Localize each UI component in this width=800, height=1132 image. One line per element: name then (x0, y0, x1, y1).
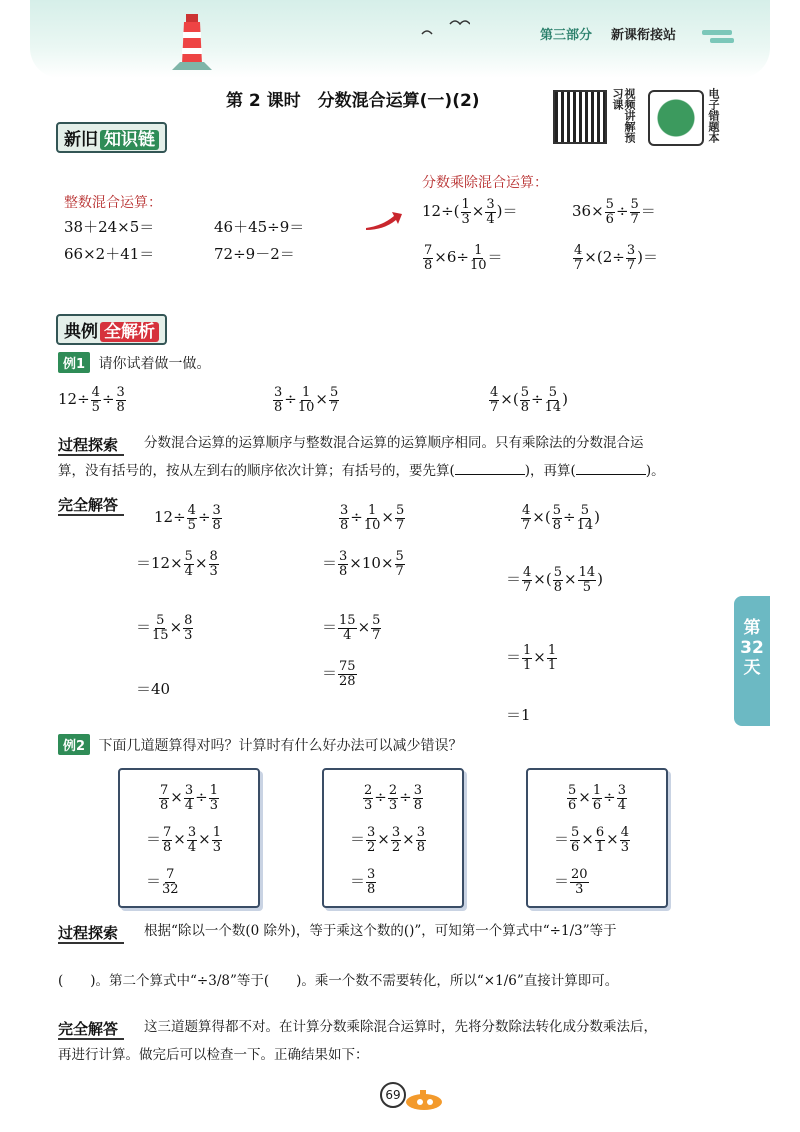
solution-step: ＝ $\frac{4}{7}$ ×( $\frac{5}{8}$ × $\frac{14}{5}$ ) (506, 565, 603, 595)
solution-step: ＝12× $\frac{5}{4}$ × $\frac{8}{3}$ (136, 549, 218, 579)
process-label: 过程探索 (58, 434, 124, 455)
example-2-tag: 例2 (58, 734, 90, 755)
solution-result: ＝ $\frac{75}{28}$ (322, 659, 356, 689)
arrow-right-icon (364, 208, 404, 234)
error-book-qr-code[interactable] (648, 90, 704, 146)
example-1-problem: $\frac{3}{8}$ ÷ $\frac{1}{10}$ × $\frac{5}{7}$ (274, 385, 339, 415)
solution-step: ＝ $\frac{1}{1}$ × $\frac{1}{1}$ (506, 643, 557, 673)
review-banner-highlight: 知识链 (100, 130, 159, 150)
integer-ops-heading: 整数混合运算： (64, 195, 162, 211)
fraction-ops-heading: 分数乘除混合运算： (422, 175, 548, 191)
solution-step: ＝ $\frac{15}{4}$ × $\frac{5}{7}$ (322, 613, 381, 643)
solution-result: ＝1 (506, 706, 531, 724)
answer-2-text: 这三道题算得都不对。在计算分数乘除混合运算时，先将分数除法转化成分数乘法后， (144, 1019, 657, 1035)
examples-banner-highlight: 全解析 (100, 322, 159, 342)
fraction-item: 36× $\frac{5}{6}$ ÷ $\frac{5}{7}$ ＝ (572, 197, 656, 227)
video-qr-label: 视频讲解预习课 (611, 88, 636, 143)
review-banner-main: 新旧 (64, 130, 98, 150)
lighthouse-icon (172, 8, 212, 70)
examples-banner-main: 典例 (64, 322, 98, 342)
fraction-item: 12÷( $\frac{1}{3}$ × $\frac{3}{4}$ )＝ (422, 197, 518, 227)
solution-step: $\frac{4}{7}$ ×( $\frac{5}{8}$ ÷ $\frac{5}{14}$ ) (522, 503, 600, 533)
process-1-text-line2: 算，没有括号的，按从左到右的顺序依次计算；有括号的，要先算( )，再算( )。 (58, 463, 665, 479)
example-2-heading (58, 734, 463, 755)
example-1-prompt: 请你试着做一做。 (98, 356, 211, 372)
answer-label: 完全解答 (58, 1018, 124, 1039)
section-title: 新课衔接站 (611, 27, 677, 42)
example-1-heading (58, 352, 211, 373)
integer-item: 72÷9－2＝ (214, 245, 295, 263)
review-banner (56, 122, 167, 153)
bird-icon (420, 18, 470, 38)
examples-banner (56, 314, 167, 345)
example-2-card: $\frac{7}{8}$ × $\frac{3}{4}$ ÷ $\frac{1}{3}$ ＝ $\frac{7}{8}$ × $\frac{3}{4}$ × $\frac{1}{3}$ ＝ $\frac{7}{32}$ (118, 768, 260, 908)
process-1-text: 分数混合运算的运算顺序与整数混合运算的运算顺序相同。只有乘除法的分数混合运 (144, 435, 644, 451)
process-2-text-line2: ( )。第二个算式中“÷3/8”等于( )。乘一个数不需要转化，所以“×1/6”直接计算即可。 (58, 973, 619, 989)
answer-label: 完全解答 (58, 494, 124, 515)
video-qr-code[interactable] (553, 90, 607, 144)
answer-2-text-line2: 再进行计算。做完后可以检查一下。正确结果如下： (58, 1047, 369, 1063)
process-label: 过程探索 (58, 922, 124, 943)
submarine-icon (400, 1086, 444, 1112)
error-book-label: 电子错题本 (707, 88, 720, 143)
solution-step: 12÷ $\frac{4}{5}$ ÷ $\frac{3}{8}$ (154, 503, 221, 533)
header-decoration-icon (700, 22, 740, 48)
solution-step: ＝ $\frac{5}{15}$ × $\frac{8}{3}$ (136, 613, 193, 643)
example-2-card: $\frac{5}{6}$ × $\frac{1}{6}$ ÷ $\frac{3}{4}$ ＝ $\frac{5}{6}$ × $\frac{6}{1}$ × $\frac{4}{3}$ ＝ $\frac{20}{3}$ (526, 768, 668, 908)
solution-step: ＝ $\frac{3}{8}$ ×10× $\frac{5}{7}$ (322, 549, 404, 579)
answer-blank[interactable] (455, 474, 525, 475)
example-1-tag: 例1 (58, 352, 90, 373)
section-label: 第三部分 (540, 27, 593, 42)
integer-item: 66×2＋41＝ (64, 245, 155, 263)
day-tab[interactable]: 第 32 天 (734, 596, 770, 726)
integer-item: 46＋45÷9＝ (214, 218, 305, 236)
example-2-prompt: 下面几道题算得对吗？计算时有什么好办法可以减少错误？ (98, 738, 463, 754)
fraction-item: $\frac{7}{8}$ ×6÷ $\frac{1}{10}$ ＝ (424, 243, 503, 273)
answer-blank[interactable] (576, 474, 646, 475)
integer-item: 38＋24×5＝ (64, 218, 155, 236)
fraction-item: $\frac{4}{7}$ ×(2÷ $\frac{3}{7}$ )＝ (574, 243, 658, 273)
lesson-title: 第 2 课时 分数混合运算(一)(2) (226, 91, 480, 111)
example-1-problem: $\frac{4}{7}$ ×( $\frac{5}{8}$ ÷ $\frac{5}{14}$ ) (490, 385, 568, 415)
solution-step: $\frac{3}{8}$ ÷ $\frac{1}{10}$ × $\frac{5}{7}$ (340, 503, 405, 533)
example-1-problem: 12÷ $\frac{4}{5}$ ÷ $\frac{3}{8}$ (58, 385, 125, 415)
example-2-card: $\frac{2}{3}$ ÷ $\frac{2}{3}$ ÷ $\frac{3}{8}$ ＝ $\frac{3}{2}$ × $\frac{3}{2}$ × $\frac{3}{8}$ ＝ $\frac{3}{8}$ (322, 768, 464, 908)
process-2-text: 根据“除以一个数(0 除外)，等于乘这个数的()”，可知第一个算式中“÷1/3”等于 (144, 923, 617, 939)
solution-result: ＝40 (136, 680, 171, 698)
page-number: 69 (380, 1082, 406, 1108)
